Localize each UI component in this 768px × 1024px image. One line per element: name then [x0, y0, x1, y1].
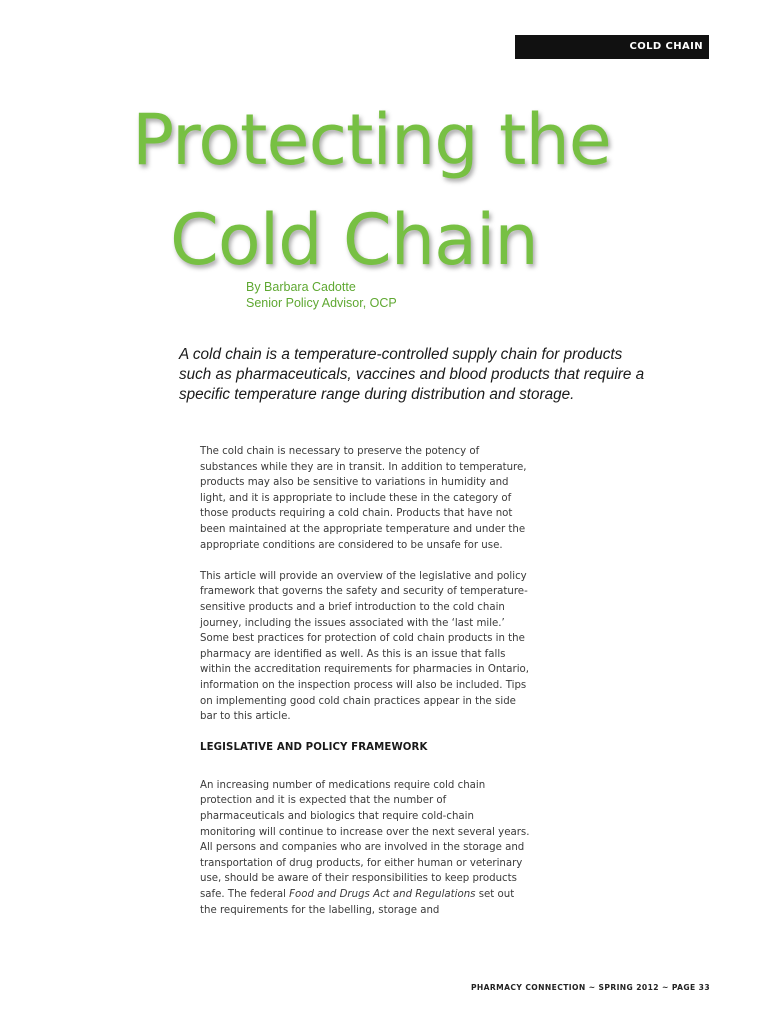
byline-role: Senior Policy Advisor, OCP — [246, 296, 397, 310]
body-paragraph-2: This article will provide an overview of the legislative and policy framework that governs the safety and security of temperature-sensitive products and a brief introduction to the cold chain journey, including the issues associated with the ‘last mile.’ Some best practices for protection of cold chain products in the pharmacy are identified as well. As this is an issue that falls within the accreditation requirements for pharmacies in Ontario, information on the inspection process will also be included. Tips on implementing good cold chain practices appear in the side bar to this article. — [200, 570, 530, 723]
byline-author: By Barbara Cadotte — [246, 280, 356, 294]
byline — [246, 279, 397, 311]
act-title: Food and Drugs Act and Regulations — [289, 889, 476, 901]
article-title-line-1: Protecting the — [132, 99, 611, 181]
body-paragraph-3 — [200, 778, 530, 918]
body-paragraph-3-end: set out the requirements for the labelling, storage and — [200, 889, 515, 916]
article-title — [132, 90, 611, 290]
section-tag: COLD CHAIN — [515, 35, 709, 59]
section-heading: LEGISLATIVE AND POLICY FRAMEWORK — [200, 742, 428, 754]
body-paragraph-1: The cold chain is necessary to preserve the potency of substances while they are in transit. In addition to temperature, products may also be sensitive to variations in humidity and light, and it is appropriate to include these in the category of those products requiring a cold chain. Products that have not been maintained at the appropriate temperature and under the appropriate conditions are considered to be unsafe for use. — [200, 446, 527, 551]
article-body — [200, 444, 530, 934]
body-paragraph-3-start: An increasing number of medications require cold chain protection and it is expected that the number of pharmaceuticals and biologics that require cold-chain monitoring will continue to increase over the next several years. All persons and companies who are involved in the storage and transportation of drug products, for either human or veterinary use, should be aware of their responsibilities to keep products safe. The federal — [200, 779, 530, 901]
article-title-line-2: Cold Chain — [170, 199, 538, 281]
article-lede: A cold chain is a temperature-controlled supply chain for products such as pharmaceuticals, vaccines and blood products that require a specific temperature range during distribution and storage. — [179, 346, 645, 403]
page-footer: PHARMACY CONNECTION ~ SPRING 2012 ~ PAGE 33 — [470, 983, 710, 992]
